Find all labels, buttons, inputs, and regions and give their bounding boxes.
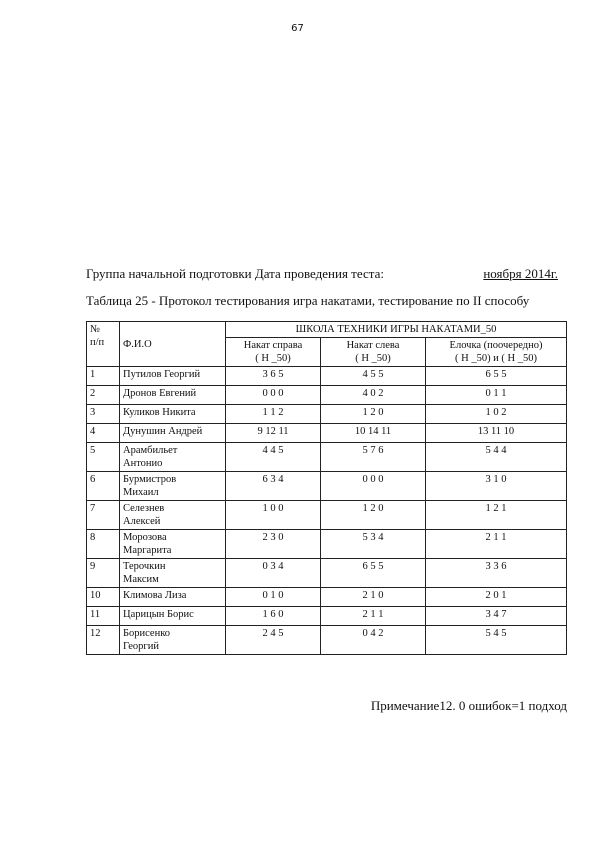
table-row	[87, 405, 567, 424]
score-right: 2 3 0	[226, 530, 321, 559]
score-left: 4 5 5	[321, 367, 426, 386]
score-alternating: 3 3 6	[426, 559, 567, 588]
score-left: 0 4 2	[321, 626, 426, 655]
sub-header-left: Накат слева ( Н _50)	[321, 338, 426, 367]
score-left: 5 7 6	[321, 443, 426, 472]
score-alternating: 3 1 0	[426, 472, 567, 501]
score-alternating: 1 0 2	[426, 405, 567, 424]
student-name: Путилов Георгий	[120, 367, 226, 386]
student-name: Царицын Борис	[120, 607, 226, 626]
row-number: 8	[87, 530, 120, 559]
score-alternating: 5 4 4	[426, 443, 567, 472]
student-name: Борисенко Георгий	[120, 626, 226, 655]
score-left: 2 1 1	[321, 607, 426, 626]
table-caption: Таблица 25 - Протокол тестирования игра накатами, тестирование по II способу	[86, 293, 530, 308]
score-right: 3 6 5	[226, 367, 321, 386]
score-alternating: 6 5 5	[426, 367, 567, 386]
score-alternating: 13 11 10	[426, 424, 567, 443]
row-number: 2	[87, 386, 120, 405]
score-right: 4 4 5	[226, 443, 321, 472]
test-date: ноября 2014г.	[483, 266, 558, 281]
row-number: 7	[87, 501, 120, 530]
protocol-table	[86, 321, 567, 655]
table-row	[87, 367, 567, 386]
score-left: 1 2 0	[321, 405, 426, 424]
sub-header-right: Накат справа ( Н _50)	[226, 338, 321, 367]
row-number: 9	[87, 559, 120, 588]
student-name: Бурмистров Михаил	[120, 472, 226, 501]
student-name: Терочкин Максим	[120, 559, 226, 588]
score-right: 0 3 4	[226, 559, 321, 588]
score-right: 0 1 0	[226, 588, 321, 607]
table-row	[87, 472, 567, 501]
student-name: Куликов Никита	[120, 405, 226, 424]
note: Примечание12. 0 ошибок=1 подход	[370, 698, 567, 713]
score-alternating: 3 4 7	[426, 607, 567, 626]
student-name: Климова Лиза	[120, 588, 226, 607]
score-right: 6 3 4	[226, 472, 321, 501]
score-left: 6 5 5	[321, 559, 426, 588]
score-alternating: 0 1 1	[426, 386, 567, 405]
score-alternating: 2 0 1	[426, 588, 567, 607]
col-fio-header: Ф.И.О	[120, 322, 226, 367]
score-left: 2 1 0	[321, 588, 426, 607]
score-left: 4 0 2	[321, 386, 426, 405]
score-left: 5 3 4	[321, 530, 426, 559]
score-alternating: 1 2 1	[426, 501, 567, 530]
score-alternating: 2 1 1	[426, 530, 567, 559]
table-row	[87, 607, 567, 626]
row-number: 5	[87, 443, 120, 472]
group-line	[86, 266, 558, 282]
score-left: 10 14 11	[321, 424, 426, 443]
student-name: Дронов Евгений	[120, 386, 226, 405]
row-number: 11	[87, 607, 120, 626]
header-row-1	[87, 322, 567, 338]
table-row	[87, 530, 567, 559]
col-num-header: № п/п	[87, 322, 120, 367]
row-number: 3	[87, 405, 120, 424]
table-row	[87, 386, 567, 405]
table-row	[87, 443, 567, 472]
row-number: 4	[87, 424, 120, 443]
score-right: 1 1 2	[226, 405, 321, 424]
student-name: Арамбильет Антонио	[120, 443, 226, 472]
row-number: 12	[87, 626, 120, 655]
row-number: 1	[87, 367, 120, 386]
score-right: 1 6 0	[226, 607, 321, 626]
group-header: ШКОЛА ТЕХНИКИ ИГРЫ НАКАТАМИ_50	[226, 322, 567, 338]
row-number: 10	[87, 588, 120, 607]
score-alternating: 5 4 5	[426, 626, 567, 655]
student-name: Морозова Маргарита	[120, 530, 226, 559]
sub-header-alternating: Елочка (поочередно) ( Н _50) и ( Н _50)	[426, 338, 567, 367]
table-row	[87, 424, 567, 443]
table-row	[87, 559, 567, 588]
student-name: Селезнев Алексей	[120, 501, 226, 530]
page-number: 67	[291, 23, 304, 34]
row-number: 6	[87, 472, 120, 501]
score-right: 2 4 5	[226, 626, 321, 655]
score-right: 0 0 0	[226, 386, 321, 405]
student-name: Дунушин Андрей	[120, 424, 226, 443]
table-row	[87, 588, 567, 607]
group-text: Группа начальной подготовки Дата проведения теста:	[86, 266, 384, 281]
score-right: 9 12 11	[226, 424, 321, 443]
table-row	[87, 626, 567, 655]
score-left: 0 0 0	[321, 472, 426, 501]
table-row	[87, 501, 567, 530]
score-left: 1 2 0	[321, 501, 426, 530]
score-right: 1 0 0	[226, 501, 321, 530]
